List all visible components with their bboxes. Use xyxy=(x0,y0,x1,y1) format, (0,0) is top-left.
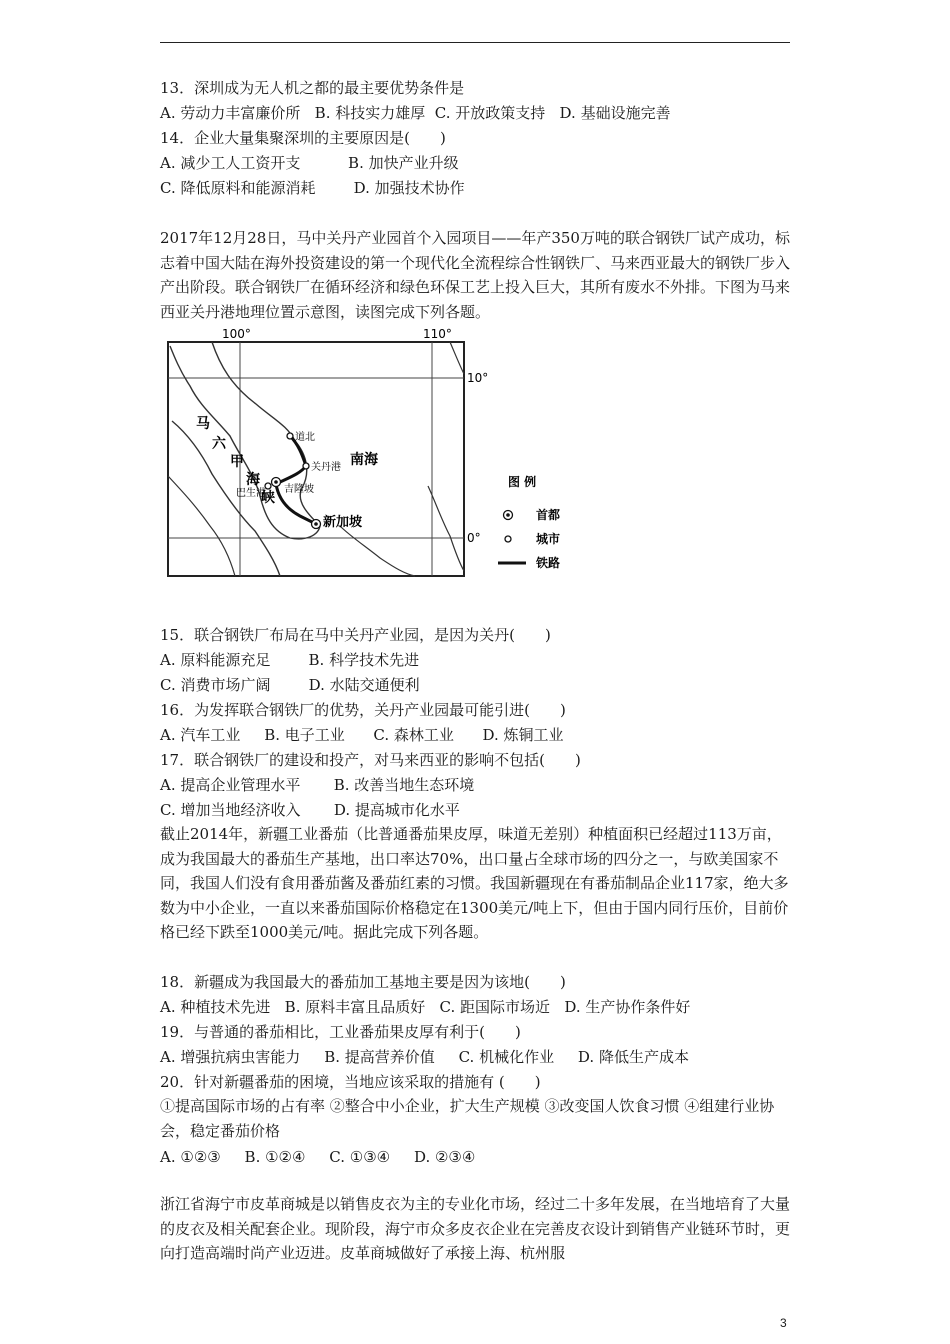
q16-options: A. 汽车工业 B. 电子工业 C. 森林工业 D. 炼铜工业 xyxy=(160,726,564,744)
malaysia-kuantan-map xyxy=(160,326,580,581)
legend-capital-dot xyxy=(506,513,510,517)
header-rule xyxy=(160,42,790,43)
q17-options-row2: C. 增加当地经济收入 D. 提高城市化水平 xyxy=(160,801,460,819)
q15-options-row1: A. 原料能源充足 B. 科学技术先进 xyxy=(160,651,420,669)
passage-haining-leather: 浙江省海宁市皮革商城是以销售皮衣为主的专业化市场，经过二十多年发展，在当地培育了大量的皮衣及相关配套企业。现阶段，海宁市众多皮衣企业在完善皮衣设计到销售产业链环节时，更向打造高端时尚产业迈进。皮革商城做好了承接上海、杭州服 xyxy=(160,1195,791,1263)
q20-statements: ①提高国际市场的占有率 ②整合中小企业，扩大生产规模 ③改变国人饮食习惯 ④组建行业协会，稳定番茄价格 xyxy=(160,1097,775,1140)
strait-char-5: 峡 xyxy=(261,490,275,506)
q20-options: A. ①②③ B. ①②④ C. ①③④ D. ②③④ xyxy=(160,1148,476,1166)
map-lat-0: 0° xyxy=(467,531,481,545)
legend-capital-label: 首都 xyxy=(536,508,561,522)
city-label-kuala-lumpur: 吉隆坡 xyxy=(284,484,314,495)
page-number: 3 xyxy=(780,1316,787,1330)
q14-stem: 14．企业大量集聚深圳的主要原因是( ) xyxy=(160,129,446,147)
legend-city-label: 城市 xyxy=(536,532,561,546)
strait-char-1: 马 xyxy=(196,416,210,432)
legend-city-icon xyxy=(505,536,511,542)
q15-options-row2: C. 消费市场广阔 D. 水陆交通便利 xyxy=(160,676,420,694)
q16-stem: 16．为发挥联合钢铁厂的优势，关丹产业园最可能引进( ) xyxy=(160,701,566,719)
q17-stem: 17．联合钢铁厂的建设和投产，对马来西亚的影响不包括( ) xyxy=(160,751,581,769)
q13-options: A. 劳动力丰富廉价所 B. 科技实力雄厚 C. 开放政策支持 D. 基础设施完善 xyxy=(160,104,671,122)
city-marker-daobei xyxy=(287,433,293,439)
city-marker-kuantan xyxy=(303,463,309,469)
city-label-port-klang: 巴生港 xyxy=(236,488,266,499)
strait-char-3: 甲 xyxy=(230,454,244,470)
q19-options: A. 增强抗病虫害能力 B. 提高营养价值 C. 机械化作业 D. 降低生产成本 xyxy=(160,1048,689,1066)
city-label-kuantan: 关丹港 xyxy=(311,462,341,473)
q18-stem: 18．新疆成为我国最大的番茄加工基地主要是因为该地( ) xyxy=(160,973,566,991)
south-china-sea-label: 南海 xyxy=(350,452,378,468)
map-frame xyxy=(168,342,464,576)
map-lat-10: 10° xyxy=(467,371,489,385)
q14-options-row2: C. 降低原料和能源消耗 D. 加强技术协作 xyxy=(160,179,465,197)
map-lon-110: 110° xyxy=(423,327,452,341)
capital-dot-kuala-lumpur xyxy=(274,480,278,484)
passage-xinjiang-tomato: 截止2014年，新疆工业番茄（比普通番茄果皮厚，味道无差别）种植面积已经超过113万亩，成为我国最大的番茄生产基地，出口率达70%，出口量占全球市场的四分之一，与欧美国家不同，我国人们没有食用番茄酱及番茄红素的习惯。我国新疆现在有番茄制品企业117家，绝大多数为中小企业，一直以来番茄国际价格稳定在1300美元/吨上下，但由于国内同行压价，目前价格已经下跌至1000美元/吨。据此完成下列各题。 xyxy=(160,825,789,942)
strait-char-4: 海 xyxy=(246,472,260,488)
q20-stem: 20．针对新疆番茄的困境，当地应该采取的措施有 ( ) xyxy=(160,1073,541,1091)
strait-char-2: 六 xyxy=(212,436,226,452)
passage-steel-plant: 2017年12月28日，马中关丹产业园首个入园项目——年产350万吨的联合钢铁厂试产成功，标志着中国大陆在海外投资建设的第一个现代化全流程综合性钢铁厂、马来西亚最大的钢铁厂步入产出阶段。联合钢铁厂在循环经济和绿色环保工艺上投入巨大，其所有废水不外排。下图为马来西亚关丹港地理位置示意图，读图完成下列各题。 xyxy=(160,229,791,321)
capital-dot-singapore xyxy=(314,522,318,526)
q15-stem: 15．联合钢铁厂布局在马中关丹产业园，是因为关丹( ) xyxy=(160,626,551,644)
city-label-daobei: 道北 xyxy=(295,432,315,443)
q19-stem: 19．与普通的番茄相比，工业番茄果皮厚有利于( ) xyxy=(160,1023,521,1041)
legend-title: 图 例 xyxy=(508,475,537,489)
q13-stem: 13．深圳成为无人机之都的最主要优势条件是 xyxy=(160,79,465,97)
map-lon-100: 100° xyxy=(222,327,251,341)
q14-options-row1: A. 减少工人工资开支 B. 加快产业升级 xyxy=(160,154,459,172)
q17-options-row1: A. 提高企业管理水平 B. 改善当地生态环境 xyxy=(160,776,475,794)
q18-options: A. 种植技术先进 B. 原料丰富且品质好 C. 距国际市场近 D. 生产协作条件好 xyxy=(160,998,691,1016)
legend-rail-label: 铁路 xyxy=(536,556,561,570)
city-label-singapore: 新加坡 xyxy=(323,515,363,530)
